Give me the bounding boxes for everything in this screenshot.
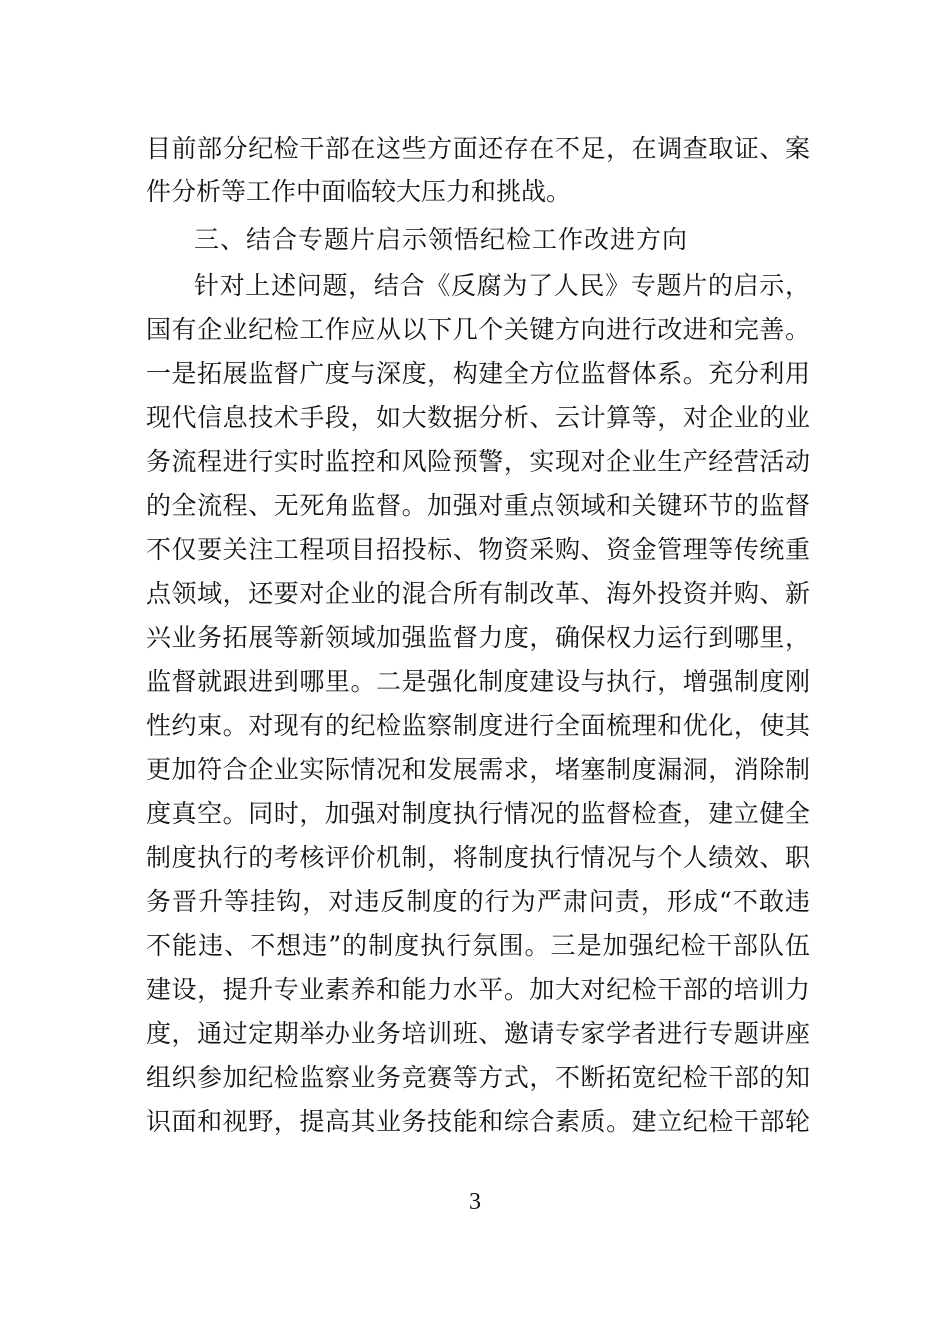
paragraph-line: 国有企业纪检工作应从以下几个关键方向进行改进和完善。 xyxy=(146,315,810,344)
paragraph-line: 度，通过定期举办业务培训班、邀请专家学者进行专题讲座 xyxy=(146,1019,810,1048)
paragraph-line: 度真空。同时，加强对制度执行情况的监督检查，建立健全 xyxy=(146,799,810,828)
paragraph-line: 不仅要关注工程项目招投标、物资采购、资金管理等传统重 xyxy=(146,535,810,564)
paragraph-line: 制度执行的考核评价机制，将制度执行情况与个人绩效、职 xyxy=(146,843,810,872)
paragraph-line: 不能违、不想违”的制度执行氛围。三是加强纪检干部队伍 xyxy=(146,931,810,960)
paragraph-line: 务晋升等挂钩，对违反制度的行为严肃问责，形成“不敢违 xyxy=(146,887,810,916)
paragraph-line: 兴业务拓展等新领域加强监督力度，确保权力运行到哪里， xyxy=(146,623,810,652)
paragraph-line: 点领域，还要对企业的混合所有制改革、海外投资并购、新 xyxy=(146,579,810,608)
paragraph-line: 一是拓展监督广度与深度，构建全方位监督体系。充分利用 xyxy=(146,359,810,388)
page-number: 3 xyxy=(469,1189,481,1215)
paragraph-line: 针对上述问题，结合《反腐为了人民》专题片的启示， xyxy=(194,271,810,300)
paragraph-line: 目前部分纪检干部在这些方面还存在不足，在调查取证、案 xyxy=(146,134,810,163)
paragraph-line: 建设，提升专业素养和能力水平。加大对纪检干部的培训力 xyxy=(146,975,810,1004)
paragraph-line: 性约束。对现有的纪检监察制度进行全面梳理和优化，使其 xyxy=(146,711,810,740)
paragraph-line: 务流程进行实时监控和风险预警，实现对企业生产经营活动 xyxy=(146,447,810,476)
paragraph-line: 监督就跟进到哪里。二是强化制度建设与执行，增强制度刚 xyxy=(146,667,810,696)
paragraph-line: 组织参加纪检监察业务竞赛等方式，不断拓宽纪检干部的知 xyxy=(146,1063,810,1092)
section-heading: 三、结合专题片启示领悟纪检工作改进方向 xyxy=(194,225,689,254)
paragraph-line: 现代信息技术手段，如大数据分析、云计算等，对企业的业 xyxy=(146,403,810,432)
paragraph-line: 更加符合企业实际情况和发展需求，堵塞制度漏洞，消除制 xyxy=(146,755,810,784)
paragraph-line: 件分析等工作中面临较大压力和挑战。 xyxy=(146,177,572,206)
paragraph-line: 的全流程、无死角监督。加强对重点领域和关键环节的监督 xyxy=(146,491,810,520)
paragraph-line: 识面和视野，提高其业务技能和综合素质。建立纪检干部轮 xyxy=(146,1107,810,1136)
